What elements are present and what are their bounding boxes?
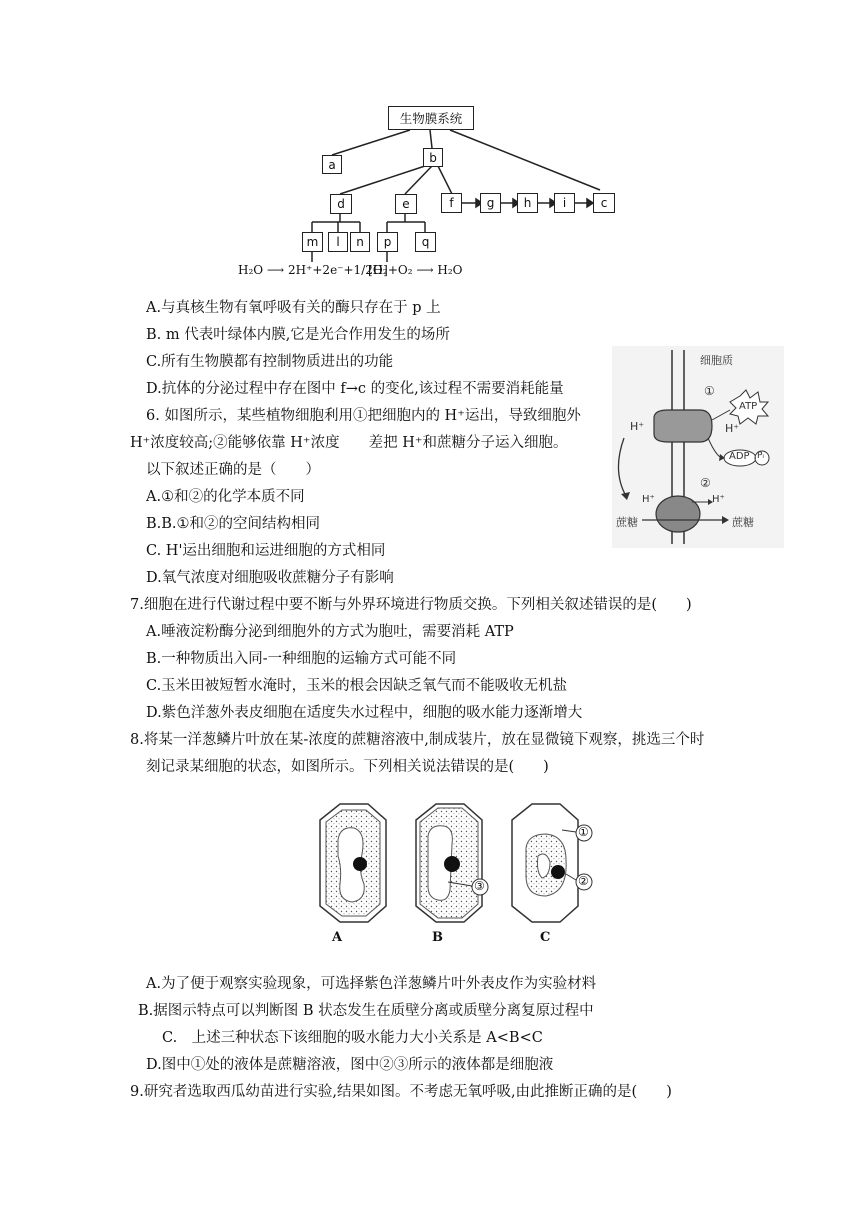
q8-option-b: B.据图示特点可以判断图 B 状态发生在质壁分离或质壁分离复原过程中 [138, 1003, 594, 1019]
node-n: n [350, 232, 370, 252]
adp-label: ADP [729, 451, 750, 462]
node-d: d [330, 194, 352, 214]
q9-stem: 9.研究者选取西瓜幼苗进行实验,结果如图。不考虑无氧呼吸,由此推断正确的是( ) [130, 1084, 672, 1100]
node-p: p [377, 232, 398, 252]
q7-option-d: D.紫色洋葱外表皮细胞在适度失水过程中，细胞的吸水能力逐渐增大 [146, 705, 583, 721]
q8-option-c: C. 上述三种状态下该细胞的吸水能力大小关系是 A<B<C [162, 1030, 543, 1046]
q6-option-d: D.氧气浓度对细胞吸收蔗糖分子有影响 [146, 570, 394, 586]
diagram-root-box: 生物膜系统 [388, 106, 474, 130]
q6-option-b: B.B.①和②的空间结构相同 [146, 516, 321, 532]
q7-stem: 7.细胞在进行代谢过程中要不断与外界环境进行物质交换。下列相关叙述错误的是( ) [130, 597, 692, 613]
cell-b-shape [416, 804, 488, 922]
h-pump2-right-label: H⁺ [712, 494, 725, 505]
q6-stem-line1: 6. 如图所示，某些植物细胞利用①把细胞内的 H⁺运出，导致细胞外 [146, 408, 581, 424]
q5-option-b: B. m 代表叶绿体内膜,它是光合作用发生的场所 [146, 327, 450, 343]
node-a: a [322, 155, 342, 174]
node-e: e [395, 194, 417, 214]
node-l: l [328, 232, 348, 252]
cell-c-shape [512, 804, 592, 922]
q7-option-b: B.一种物质出入同-一种细胞的运输方式可能不同 [146, 651, 457, 667]
node-b: b [423, 148, 443, 167]
pump2-marker: ② [700, 476, 711, 490]
node-f: f [441, 193, 462, 213]
q8-option-d: D.图中①处的液体是蔗糖溶液，图中②③所示的液体都是细胞液 [146, 1057, 554, 1073]
equation-water-form: [H]+O₂ ⟶ H₂O [368, 263, 463, 277]
node-g: g [480, 193, 501, 213]
q5-option-a: A.与真核生物有氧呼吸有关的酶只存在于 p 上 [146, 300, 441, 316]
q7-option-a: A.唾液淀粉酶分泌到细胞外的方式为胞吐，需要消耗 ATP [146, 624, 514, 640]
pi-label: Pᵢ [757, 451, 765, 461]
q5-option-d: D.抗体的分泌过程中存在图中 f→c 的变化,该过程不需要消耗能量 [146, 381, 564, 397]
plasmolysis-cells-svg [300, 800, 610, 950]
sucrose-out-label: 蔗糖 [616, 516, 638, 529]
q5-option-c: C.所有生物膜都有控制物质进出的功能 [146, 354, 394, 370]
node-m: m [302, 232, 323, 252]
marker-2: ② [578, 874, 589, 888]
node-h: h [517, 193, 538, 213]
q6-stem-line3: 以下叙述正确的是（ ） [146, 462, 320, 478]
cell-c-label: C [540, 930, 551, 945]
cytoplasm-label: 细胞质 [700, 354, 733, 367]
cell-a-shape [320, 804, 386, 922]
cell-a-label: A [332, 930, 343, 945]
h-transport-figure [612, 346, 784, 548]
marker-1: ① [578, 825, 589, 839]
node-q: q [415, 232, 436, 252]
q8-stem-line2: 刻记录某细胞的状态，如图所示。下列相关说法错误的是( ) [146, 759, 549, 775]
pump1-marker: ① [704, 384, 715, 398]
plasmolysis-figure [300, 800, 610, 950]
h-out-label: H⁺ [630, 420, 645, 433]
h-pump2-left-label: H⁺ [642, 494, 655, 505]
cell-b-label: B [432, 930, 443, 945]
q6-stem-line2: H⁺浓度较高;②能够依靠 H⁺浓度 差把 H⁺和蔗糖分子运入细胞。 [130, 435, 568, 451]
marker-3: ③ [474, 879, 485, 893]
h-in-label: H⁺ [725, 422, 740, 435]
equation-water-split: H₂O ⟶ 2H⁺+2e⁻+1/2O₂ [238, 263, 388, 277]
atp-label: ATP [739, 401, 758, 412]
node-i: i [554, 193, 575, 213]
q8-stem-line1: 8.将某一洋葱鳞片叶放在某-浓度的蔗糖溶液中,制成装片，放在显微镜下观察，挑选三个时 [130, 732, 705, 748]
q6-option-c: C. H'运出细胞和运进细胞的方式相同 [146, 543, 386, 559]
q8-option-a: A.为了便于观察实验现象，可选择紫色洋葱鳞片叶外表皮作为实验材料 [146, 976, 597, 992]
q6-option-a: A.①和②的化学本质不同 [146, 489, 305, 505]
q7-option-c: C.玉米田被短暂水淹时，玉米的根会因缺乏氧气而不能吸收无机盐 [146, 678, 568, 694]
membrane-system-diagram [0, 0, 860, 290]
sucrose-in-label: 蔗糖 [732, 516, 754, 529]
node-c: c [593, 193, 615, 213]
